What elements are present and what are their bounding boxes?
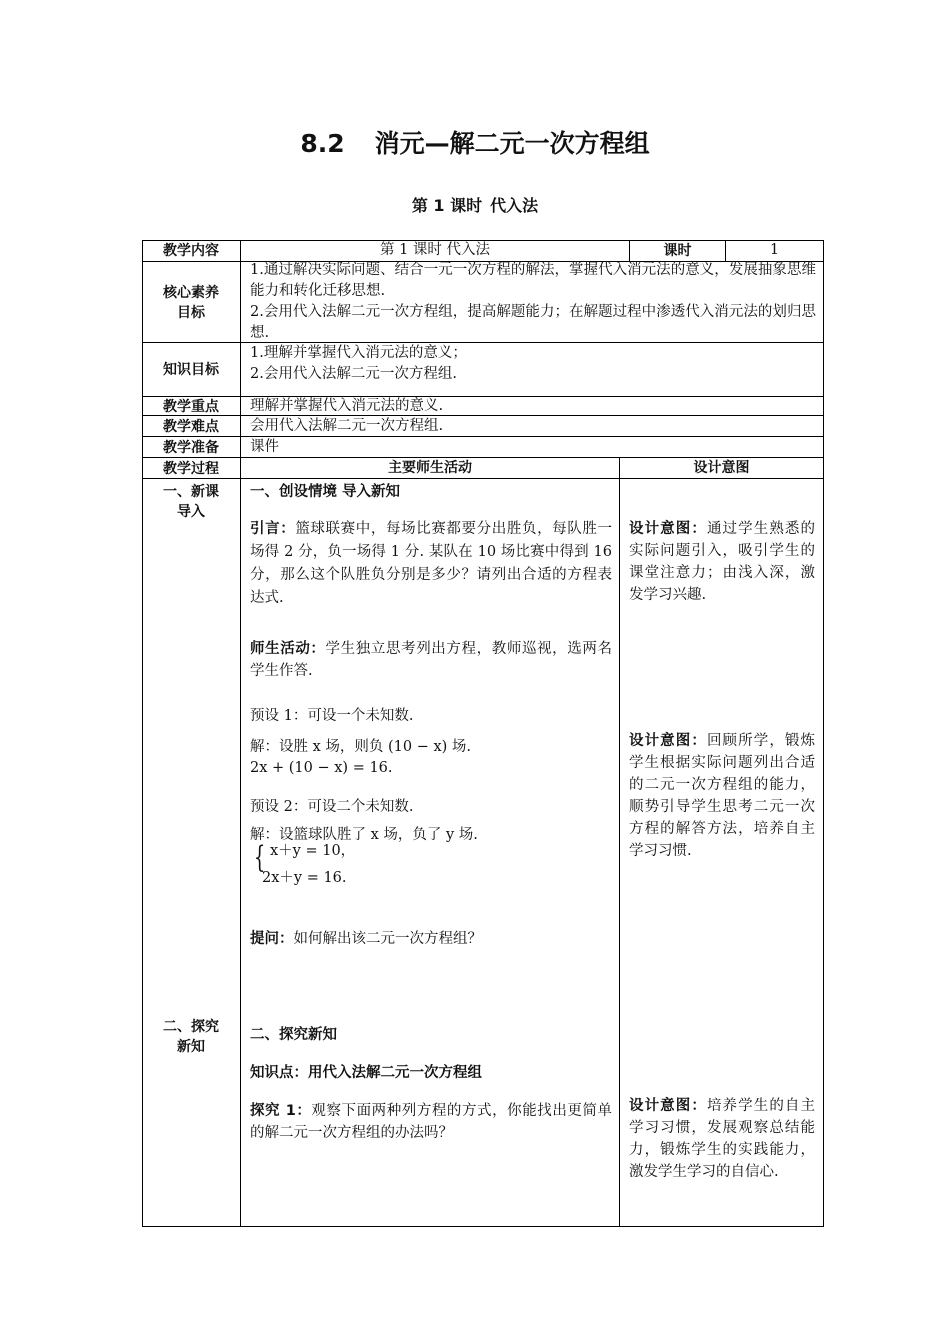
solution-1-equation: 2x + (10 − x) = 16.	[250, 760, 393, 776]
focus-label: 教学重点	[163, 399, 219, 415]
stage-2-label	[142, 1017, 240, 1057]
knowledge-label: 知识目标	[163, 362, 219, 378]
stage-2-line-2: 新知	[177, 1039, 205, 1055]
core-label-line-1: 核心素养	[163, 285, 219, 301]
core-label	[142, 283, 240, 323]
hours-label: 课时	[663, 243, 692, 259]
page-title	[0, 124, 950, 160]
intro-label: 引言：	[250, 521, 296, 537]
intent-3-text: 培养学生的自主学习习惯，发展观察总结能力，锻炼学生的实践能力，激发学生学习的自信心.	[629, 1098, 816, 1180]
column-divider	[619, 457, 620, 1227]
process-label: 教学过程	[163, 461, 219, 477]
preset-2: 预设 2：可设二个未知数.	[250, 799, 414, 815]
explore-text: 观察下面两种列方程的方式，你能找出更简单的解二元一次方程组的办法吗？	[250, 1103, 612, 1141]
stage-1-label	[142, 482, 240, 522]
prep-value: 课件	[250, 439, 279, 455]
section-2-heading: 二、探究新知	[250, 1027, 337, 1043]
activity-text: 学生独立思考列出方程，教师巡视，选两名学生作答.	[250, 641, 613, 679]
intro-paragraph	[250, 518, 612, 610]
knowledge-goals	[250, 343, 816, 385]
intent-1	[629, 518, 815, 606]
intent-2-label: 设计意图：	[629, 733, 707, 749]
focus-value: 理解并掌握代入消元法的意义.	[250, 398, 444, 414]
row-divider	[142, 478, 824, 479]
title-text: 消元—解二元一次方程组	[374, 129, 650, 158]
core-goal-1: 1.通过解决实际问题、结合一元一次方程的解法，掌握代入消元法的意义，发展抽象思维能力和转化迁移思想.	[250, 262, 816, 299]
explore-paragraph	[250, 1100, 612, 1144]
stage-2-line-1: 二、探究	[163, 1019, 219, 1035]
system-equation-1: x＋y = 10，	[270, 843, 356, 859]
solution-2-setup: 解：设篮球队胜了 x 场，负了 y 场.	[250, 827, 478, 843]
question-text: 如何解出该二元一次方程组？	[293, 931, 482, 947]
question-label: 提问：	[250, 931, 294, 947]
stage-1-line-1: 一、新课	[163, 484, 219, 500]
page-subtitle	[0, 193, 950, 216]
intent-3-label: 设计意图：	[629, 1098, 707, 1114]
core-label-line-2: 目标	[177, 305, 205, 321]
content-value: 第 1 课时 代入法	[379, 242, 491, 258]
table-border-left	[142, 240, 143, 1227]
activity-label: 师生活动：	[250, 641, 326, 657]
knowledge-goal-1: 1.理解并掌握代入消元法的意义；	[250, 345, 467, 361]
system-equation-2: 2x＋y = 16.	[262, 870, 347, 886]
activity-header: 主要师生活动	[388, 460, 472, 476]
knowledge-point: 知识点：用代入法解二元一次方程组	[250, 1065, 482, 1081]
intent-3	[629, 1095, 815, 1183]
solution-1-setup: 解：设胜 x 场，则负 (10 − x) 场.	[250, 739, 472, 755]
equation-system-brace: {	[253, 840, 266, 875]
hours-value: 1	[769, 242, 780, 258]
knowledge-goal-2: 2.会用代入法解二元一次方程组.	[250, 366, 457, 382]
prep-label: 教学准备	[163, 440, 219, 456]
question-paragraph	[250, 928, 612, 950]
title-number: 8.2	[300, 129, 345, 158]
table-border-bottom	[142, 1226, 824, 1227]
subtitle-lesson: 第 1 课时	[411, 196, 483, 215]
section-1-heading: 一、创设情境 导入新知	[250, 484, 401, 500]
intent-2-text: 回顾所学，锻炼学生根据实际问题列出合适的二元一次方程组的能力，顺势引导学生思考二元一次方程的解答方法，培养自主学习习惯.	[629, 733, 816, 859]
explore-label: 探究 1：	[250, 1103, 312, 1119]
difficulty-value: 会用代入法解二元一次方程组.	[250, 418, 444, 434]
intent-header: 设计意图	[693, 460, 750, 476]
core-goal-2: 2.会用代入法解二元一次方程组，提高解题能力；在解题过程中渗透代入消元法的划归思想.	[250, 304, 816, 341]
subtitle-topic: 代入法	[490, 196, 539, 215]
intro-text: 篮球联赛中，每场比赛都要分出胜负，每队胜一场得 2 分，负一场得 1 分. 某队在 10 场比赛中得到 16 分，那么这个队胜负分别是多少？请列出合适的方程表达式.	[250, 521, 613, 606]
stage-1-line-2: 导入	[177, 504, 205, 520]
intent-2	[629, 730, 815, 862]
intent-1-label: 设计意图：	[629, 521, 707, 537]
difficulty-label: 教学难点	[163, 419, 219, 435]
activity-paragraph	[250, 638, 612, 682]
core-goals	[250, 260, 816, 344]
preset-1: 预设 1：可设一个未知数.	[250, 708, 414, 724]
lesson-plan-table	[142, 240, 824, 1226]
content-label: 教学内容	[163, 243, 219, 259]
column-divider	[240, 240, 241, 1227]
intent-1-text: 通过学生熟悉的实际问题引入，吸引学生的课堂注意力；由浅入深，激发学习兴趣.	[629, 521, 816, 603]
table-border-right	[823, 240, 824, 1227]
